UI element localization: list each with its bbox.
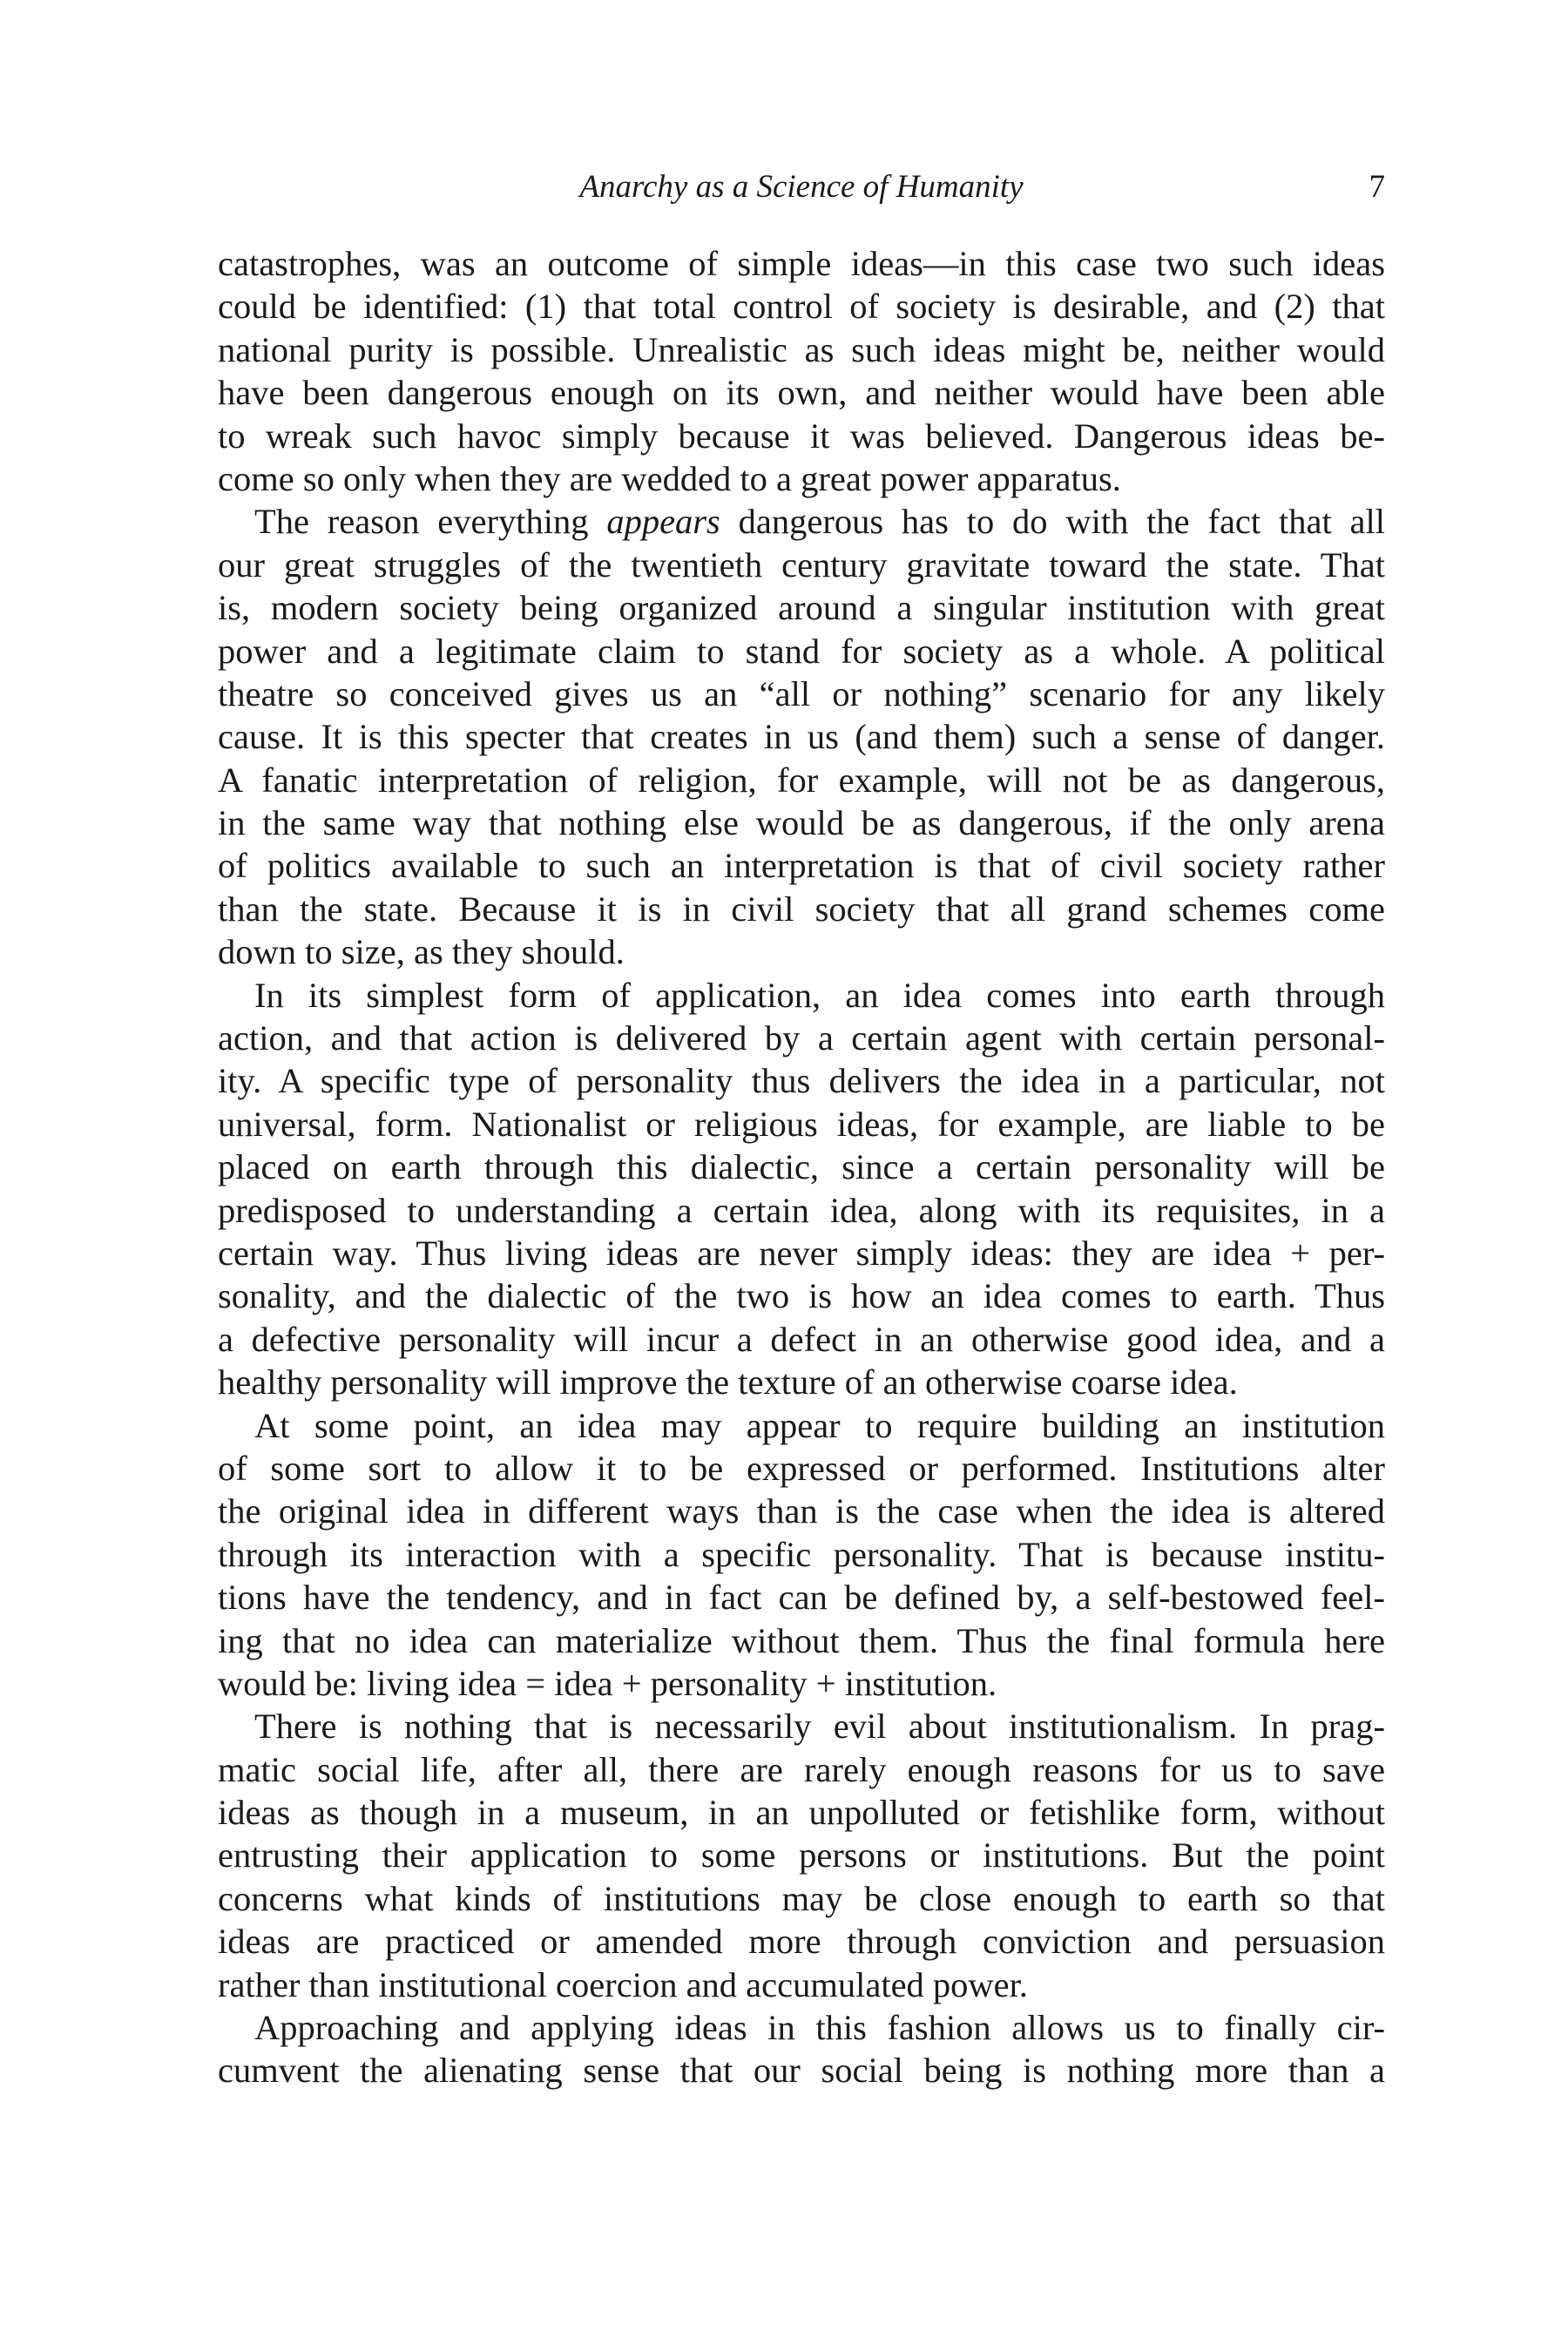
- text-line: the original idea in different ways than is the case when the idea is altered: [218, 1491, 1385, 1531]
- text-line: action, and that action is delivered by a certain agent with certain personal-: [218, 1018, 1385, 1058]
- text-line: There is nothing that is necessarily evil about institutionalism. In prag-: [254, 1707, 1385, 1747]
- text-line: ideas as though in a museum, in an unpolluted or fetishlike form, without: [218, 1793, 1385, 1833]
- text-line: would be: living idea = idea + personality + institution.: [218, 1663, 997, 1703]
- text-line: At some point, an idea may appear to require building an institution: [254, 1405, 1385, 1445]
- emphasis-text: appears: [606, 502, 720, 542]
- text-line: placed on earth through this dialectic, since a certain personality will be: [218, 1147, 1385, 1187]
- text-line: come so only when they are wedded to a great power apparatus.: [218, 458, 1121, 498]
- text-line: a defective personality will incur a defect in an otherwise good idea, and a: [218, 1319, 1385, 1359]
- text-line: of some sort to allow it to be expressed or performed. Institutions alter: [218, 1448, 1385, 1488]
- text-line: down to size, as they should.: [218, 932, 625, 972]
- text-line: cumvent the alienating sense that our social being is nothing more than a: [218, 2051, 1385, 2091]
- text-line: matic social life, after all, there are rarely enough reasons for us to save: [218, 1749, 1385, 1789]
- paragraph-4: [218, 1404, 1385, 1706]
- text-line: concerns what kinds of institutions may be close enough to earth so that: [218, 1878, 1385, 1918]
- text-line: In its simplest form of application, an idea comes into earth through: [254, 975, 1385, 1015]
- text-line: of politics available to such an interpretation is that of civil society rather: [218, 846, 1385, 886]
- paragraph-5: [218, 1705, 1385, 2006]
- text-line: through its interaction with a specific personality. That is because institu-: [218, 1534, 1385, 1574]
- text-run: dangerous has to do with the fact that all: [720, 502, 1385, 542]
- text-line: universal, form. Nationalist or religious ideas, for example, are liable to be: [218, 1104, 1385, 1144]
- text-line: power and a legitimate claim to stand for society as a whole. A political: [218, 631, 1385, 671]
- text-line: sonality, and the dialectic of the two is how an idea comes to earth. Thus: [218, 1276, 1385, 1316]
- text-line: tions have the tendency, and in fact can be defined by, a self-bestowed feel-: [218, 1578, 1385, 1618]
- running-head: [218, 166, 1385, 209]
- text-line: is, modern society being organized around a singular institution with great: [218, 588, 1385, 628]
- text-line: A fanatic interpretation of religion, for example, will not be as dangerous,: [218, 760, 1385, 800]
- text-line: national purity is possible. Unrealistic as such ideas might be, neither would: [218, 329, 1385, 369]
- text-line: catastrophes, was an outcome of simple ideas—in this case two such ideas: [218, 244, 1385, 283]
- text-line: rather than institutional coercion and accumulated power.: [218, 1964, 1029, 2004]
- text-line: cause. It is this specter that creates in us (and them) such a sense of danger.: [218, 717, 1385, 757]
- text-line: to wreak such havoc simply because it was believed. Dangerous ideas be-: [218, 416, 1385, 456]
- text-line: healthy personality will improve the texture of an otherwise coarse idea.: [218, 1362, 1238, 1402]
- text-line: than the state. Because it is in civil society that all grand schemes come: [218, 889, 1385, 929]
- text-line: entrusting their application to some persons or institutions. But the point: [218, 1835, 1385, 1876]
- paragraph-2: [218, 500, 1385, 973]
- running-title: Anarchy as a Science of Humanity: [579, 169, 1024, 205]
- text-run: The reason everything: [254, 502, 607, 542]
- text-line: ity. A specific type of personality thus delivers the idea in a particular, not: [218, 1061, 1385, 1101]
- paragraph-1: [218, 242, 1385, 500]
- text-line: in the same way that nothing else would be as dangerous, if the only arena: [218, 803, 1385, 843]
- page-number: 7: [1369, 169, 1385, 205]
- paragraph-3: [218, 974, 1385, 1404]
- text-line: have been dangerous enough on its own, and neither would have been able: [218, 373, 1385, 413]
- text-line: ing that no idea can materialize without them. Thus the final formula here: [218, 1620, 1385, 1660]
- text-line: certain way. Thus living ideas are never simply ideas: they are idea + per-: [218, 1233, 1385, 1273]
- text-line: ideas are practiced or amended more through conviction and persuasion: [218, 1922, 1385, 1962]
- paragraph-6: [218, 2006, 1385, 2092]
- text-line: [218, 500, 1385, 543]
- text-line: could be identified: (1) that total control of society is desirable, and (2) that: [218, 287, 1385, 327]
- text-line: Approaching and applying ideas in this fashion allows us to finally cir-: [254, 2008, 1385, 2048]
- text-line: our great struggles of the twentieth century gravitate toward the state. That: [218, 544, 1385, 585]
- text-line: theatre so conceived gives us an “all or nothing” scenario for any likely: [218, 673, 1385, 713]
- body-text: [218, 242, 1385, 2092]
- text-line: predisposed to understanding a certain idea, along with its requisites, in a: [218, 1190, 1385, 1230]
